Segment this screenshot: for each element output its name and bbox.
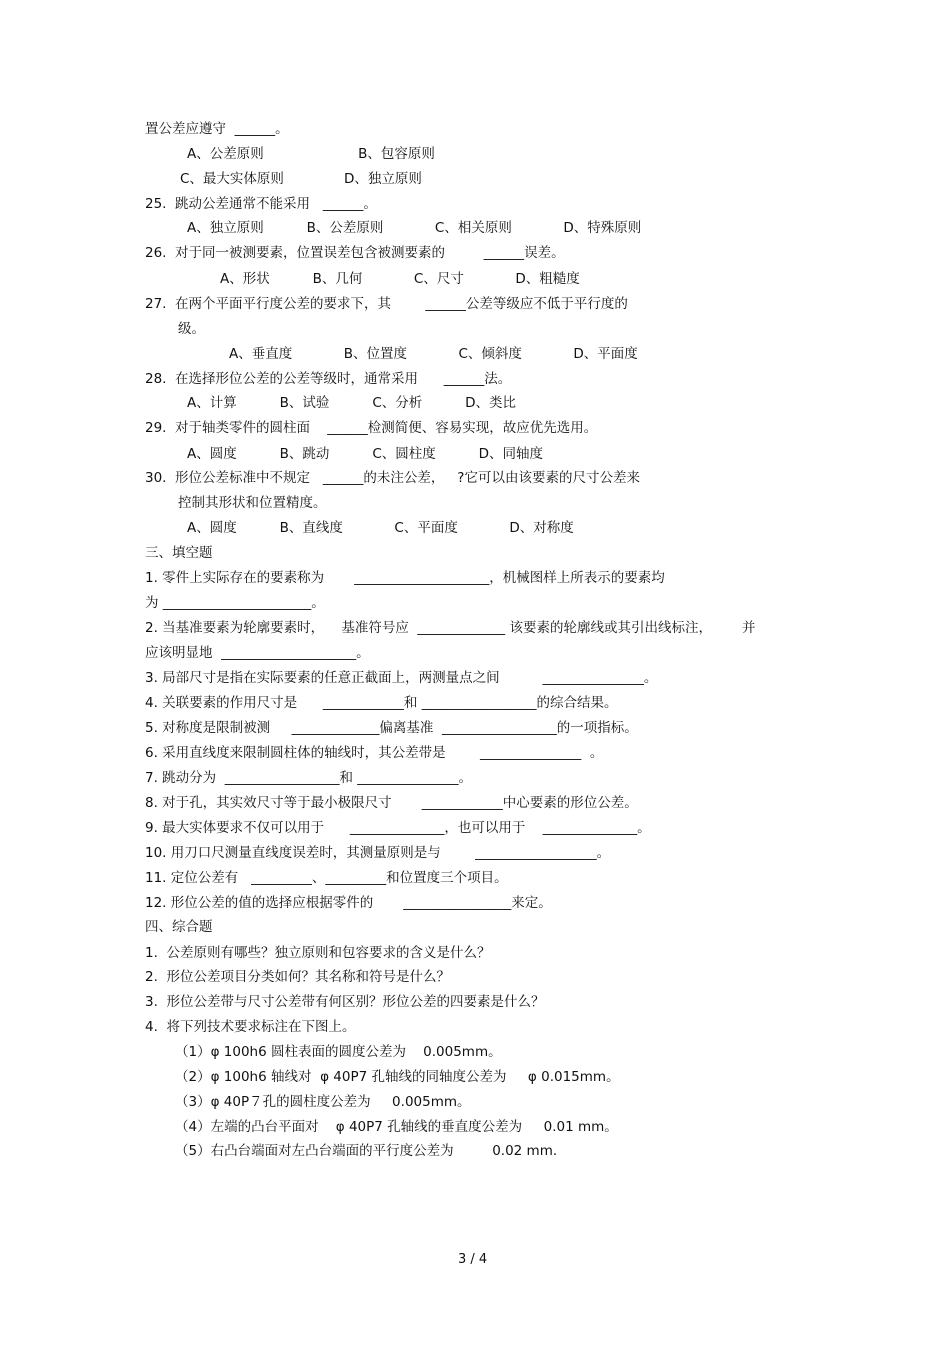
comp-3-text: 3. 形位公差带与尺寸公差带有何区别？形位公差的四要素是什么？ xyxy=(145,994,545,1010)
q30-options: A、圆度 B、直线度 C、平面度 D、对称度 xyxy=(187,520,574,536)
section-fill-in-heading: 三、填空题 xyxy=(145,545,213,561)
comp-4-req-1: （1）φ 100h6 圆柱表面的圆度公差为 0.005mm。 xyxy=(175,1044,502,1060)
q29-text: 29. 对于轴类零件的圆柱面 ______检测简便、容易实现，故应优先选用。 xyxy=(145,420,598,436)
comp-2-text: 2. 形位公差项目分类如何？其名称和符号是什么？ xyxy=(145,969,450,985)
fill-4-text: 4. 关联要素的作用尺寸是 ____________和 _________________的综合结果。 xyxy=(145,695,618,711)
q26-text: 26. 对于同一被测要素，位置误差包含被测要素的 ______误差。 xyxy=(145,245,565,261)
comp-4-text: 4. 将下列技术要求标注在下图上。 xyxy=(145,1019,356,1035)
q24-options-ab: A、公差原则 B、包容原则 xyxy=(187,146,435,162)
fill-12-text: 12. 形位公差的值的选择应根据零件的 ________________来定。 xyxy=(145,895,552,911)
fill-5-text: 5. 对称度是限制被测 _____________偏离基准 _________________的一项指标。 xyxy=(145,720,638,736)
q30-text-continued: 控制其形状和位置精度。 xyxy=(178,495,327,511)
q29-options: A、圆度 B、跳动 C、圆柱度 D、同轴度 xyxy=(187,446,544,462)
q30-text: 30. 形位公差标准中不规定 ______的未注公差， ?它可以由该要素的尺寸公差来 xyxy=(145,470,640,486)
q27-text: 27. 在两个平面平行度公差的要求下，其 ______公差等级应不低于平行度的 xyxy=(145,296,628,312)
fill-1-text: 1. 零件上实际存在的要素称为 ____________________，机械图样上所表示的要素均 xyxy=(145,570,665,586)
fill-8-text: 8. 对于孔，其实效尺寸等于最小极限尺寸 ____________中心要素的形位公差。 xyxy=(145,795,638,811)
section-comprehensive-heading: 四、综合题 xyxy=(145,919,213,935)
q27-options: A、垂直度 B、位置度 C、倾斜度 D、平面度 xyxy=(229,346,638,362)
comp-1-text: 1. 公差原则有哪些？独立原则和包容要求的含义是什么？ xyxy=(145,945,491,961)
fill-2-text-continued: 应该明显地 ____________________。 xyxy=(145,645,370,661)
fill-3-text: 3. 局部尺寸是指在实际要素的任意正截面上，两测量点之间 _______________。 xyxy=(145,670,658,686)
fill-1-text-continued: 为 ______________________。 xyxy=(145,595,325,611)
q25-options: A、独立原则 B、公差原则 C、相关原则 D、特殊原则 xyxy=(187,220,642,236)
q28-options: A、计算 B、试验 C、分析 D、类比 xyxy=(187,395,517,411)
comp-4-req-3: （3）φ 40P７孔的圆柱度公差为 0.005mm。 xyxy=(175,1094,471,1110)
q24-continuation: 置公差应遵守 ______。 xyxy=(145,121,289,137)
fill-2-text: 2. 当基准要素为轮廓要素时， 基准符号应 _____________ 该要素的轮廓线或其引出线标注， 并 xyxy=(145,620,756,636)
comp-4-req-2: （2）φ 100h6 轴线对 φ 40P7 孔轴线的同轴度公差为 φ 0.015mm。 xyxy=(175,1069,620,1085)
q24-options-cd: C、最大实体原则 D、独立原则 xyxy=(180,171,422,187)
fill-10-text: 10. 用刀口尺测量直线度误差时，其测量原则是与 __________________。 xyxy=(145,845,611,861)
fill-6-text: 6. 采用直线度来限制圆柱体的轴线时，其公差带是 _______________ 。 xyxy=(145,745,604,761)
q28-text: 28. 在选择形位公差的公差等级时，通常采用 ______法。 xyxy=(145,371,512,387)
page-number: 3 / 4 xyxy=(458,1252,488,1267)
fill-11-text: 11. 定位公差有 _________、_________和位置度三个项目。 xyxy=(145,870,508,886)
q26-options: A、形状 B、几何 C、尺寸 D、粗糙度 xyxy=(220,271,580,287)
comp-4-req-4: （4）左端的凸台平面对 φ 40P7 孔轴线的垂直度公差为 0.01 mm。 xyxy=(175,1119,618,1135)
fill-9-text: 9. 最大实体要求不仅可以用于 ______________，也可以用于 ______________。 xyxy=(145,820,651,836)
q27-text-continued: 级。 xyxy=(178,321,205,337)
comp-4-req-5: （5）右凸台端面对左凸台端面的平行度公差为 0.02 mm. xyxy=(175,1143,558,1159)
fill-7-text: 7. 跳动分为 _________________和 _______________。 xyxy=(145,770,473,786)
q25-text: 25. 跳动公差通常不能采用 ______。 xyxy=(145,196,377,212)
